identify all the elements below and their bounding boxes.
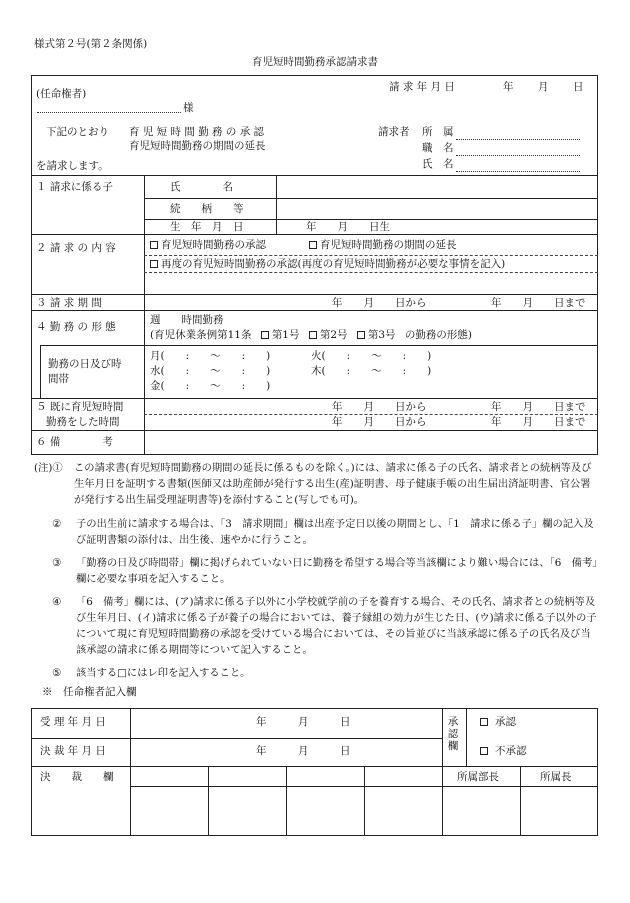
- divider: [442, 708, 443, 836]
- closing-text: を請求します。: [36, 160, 109, 172]
- divider: [144, 198, 598, 199]
- divider: [144, 219, 598, 220]
- divider: [144, 414, 598, 415]
- content-option-approval-text: 育児短時間勤務の承認: [161, 239, 266, 251]
- form-article-text: (育児休業条例第11条: [150, 329, 252, 341]
- work-days-label: 勤務の日及び時: [48, 358, 122, 370]
- note-number: ④: [52, 596, 62, 608]
- birthdate-field[interactable]: 年 月 日生: [306, 221, 390, 233]
- approve-option[interactable]: [480, 716, 516, 729]
- form-option-3[interactable]: [357, 329, 396, 341]
- appointer-section-title: ※ 任命権者記入欄: [42, 686, 137, 698]
- note-2: [34, 517, 600, 549]
- note-text: 「勤務の日及び時間帯」欄に掲げられていない日に勤務を希望する場合等当該欄により難い場合には、「6 備考」欄に必要な事項を記入すること。: [76, 557, 598, 585]
- name-field[interactable]: [456, 171, 580, 172]
- decision-date-label: 決 裁 年 月 日: [40, 745, 106, 757]
- form-article-suffix: の勤務の形態): [404, 329, 473, 341]
- approve-text: 承認: [495, 716, 516, 728]
- weekly-hours[interactable]: 週 時間勤務: [150, 314, 224, 326]
- note-text: この請求書(育児短時間勤務の期間の延長に係るものを除く。)には、請求に係る子の氏名、請求者との続柄等及び生年月日を証明する書類(医師又は助産師が発行する出生(産)証明書、母子健康手帳の出生届出済証明書、官公署が発行する出生届受理証明書等)を添付すること(写しでも可)。: [74, 462, 592, 506]
- divider: [466, 708, 467, 766]
- row-prior-label: ５ 既に育児短時間: [36, 401, 124, 413]
- note-text: 「6 備考」欄には、(ア)請求に係る子以外に小学校就学前の子を養育する場合、その氏名、請求者との続柄等及び生年月日、(イ)請求に係る子が養子の場合においては、養子縁組の効力が生じた日、(ウ)請求に係る子以外の子について現に育児短時間勤務の承認を受けている場合においては、その旨並びに当該承認に係る子の氏名及び当該承認の請求に係る期間等について記入すること。: [76, 596, 597, 656]
- divider: [144, 294, 145, 310]
- checkbox[interactable]: [309, 241, 317, 249]
- divider: [520, 766, 521, 836]
- divider: [40, 345, 41, 398]
- note-5: [34, 666, 600, 682]
- divider: [31, 766, 598, 767]
- divider: [144, 234, 145, 294]
- approval-column-label: 承認欄: [447, 716, 459, 753]
- divider: [144, 255, 598, 256]
- note-number: ③: [52, 557, 62, 569]
- content-option-approval[interactable]: [150, 239, 266, 252]
- name-label: 氏 名: [422, 158, 454, 170]
- note-number: ②: [52, 518, 62, 530]
- divider: [144, 175, 145, 234]
- note-1: [34, 461, 600, 509]
- decision-date-field[interactable]: 年 月 日: [256, 745, 351, 757]
- period-to[interactable]: 年 月 日まで: [491, 297, 586, 309]
- row-content-label: ２ 請 求 の 内 容: [36, 242, 116, 254]
- prior-from-2[interactable]: 年 月 日から: [332, 416, 427, 428]
- divider: [31, 175, 598, 176]
- form-option-1-text: 第1号: [271, 329, 300, 341]
- divider: [31, 234, 598, 235]
- birthdate-label: 生 年 月 日: [170, 221, 244, 233]
- content-option-reapproval[interactable]: [150, 258, 505, 271]
- appointer-label: (任命権者): [36, 88, 87, 100]
- request-month: 月: [538, 81, 549, 93]
- document-title: 育児短時間勤務承認請求書: [252, 56, 378, 68]
- divider: [208, 766, 209, 836]
- request-date-label: 請 求 年 月 日: [389, 81, 455, 93]
- monday-hours[interactable]: 月( : ～ : ): [150, 350, 271, 362]
- checkbox[interactable]: [150, 241, 158, 249]
- divider: [286, 766, 287, 836]
- note-text: 子の出生前に請求する場合は、「3 請求期間」欄は出産予定日以後の期間とし、「1 請求に係る子」欄の記入及び証明書類の添付は、出生後、速やかに行うこと。: [76, 518, 594, 546]
- content-option-extension[interactable]: [309, 239, 457, 252]
- divider: [276, 175, 277, 234]
- receipt-date-label: 受 理 年 月 日: [40, 716, 106, 728]
- child-name-label: 氏 名: [170, 181, 233, 193]
- divider: [144, 430, 145, 455]
- form-article-line: [150, 329, 472, 342]
- form-number: 様式第２号(第２条関係): [34, 38, 148, 50]
- note-number: (注)①: [34, 462, 63, 474]
- row-child-label: １ 請求に係る子: [36, 181, 113, 193]
- thursday-hours[interactable]: 木( : ～ : ): [311, 365, 432, 377]
- row-remarks-label: ６ 備 考: [36, 436, 113, 448]
- divider: [31, 294, 598, 295]
- divider: [144, 310, 145, 345]
- affiliation-field[interactable]: [456, 139, 580, 140]
- request-year: 年: [503, 81, 514, 93]
- checkbox[interactable]: [261, 331, 269, 339]
- dept-chief-label: 所属長: [540, 771, 572, 783]
- friday-hours[interactable]: 金( : ～ : ): [150, 380, 271, 392]
- note-3: [34, 556, 600, 588]
- content-option-reapproval-text: 再度の育児短時間勤務の承認(再度の育児短時間勤務が必要な事情を記入): [161, 258, 506, 270]
- form-option-3-text: 第3号: [367, 329, 396, 341]
- checkbox[interactable]: [480, 718, 488, 726]
- checkbox[interactable]: [309, 331, 317, 339]
- dept-head-label: 所属部長: [457, 771, 499, 783]
- checkbox[interactable]: [150, 260, 158, 268]
- decision-column-label: 決 裁 欄: [40, 771, 114, 783]
- reject-text: 不承認: [495, 745, 527, 757]
- reject-option[interactable]: [480, 745, 527, 758]
- appointer-line[interactable]: [37, 112, 181, 113]
- divider: [31, 430, 598, 431]
- sama-label: 様: [183, 102, 194, 114]
- work-days-label-2: 間帯: [48, 373, 69, 385]
- prior-from-1[interactable]: 年 月 日から: [332, 401, 427, 413]
- divider: [31, 310, 598, 311]
- period-from[interactable]: 年 月 日から: [332, 297, 427, 309]
- form-option-1[interactable]: [261, 329, 300, 341]
- wednesday-hours[interactable]: 水( : ～ : ): [150, 365, 271, 377]
- receipt-date-field[interactable]: 年 月 日: [256, 716, 351, 728]
- position-label: 職 名: [422, 142, 454, 154]
- request-option-extension: 育児短時間勤務の期間の延長: [129, 140, 266, 152]
- note-text: 該当する□にはレ印を記入すること。: [76, 667, 251, 679]
- form-option-2-text: 第2号: [319, 329, 348, 341]
- divider: [144, 272, 598, 273]
- checkbox[interactable]: [357, 331, 365, 339]
- note-number: ⑤: [52, 667, 62, 679]
- intro-text: 下記のとおり: [46, 126, 109, 138]
- divider: [130, 708, 131, 836]
- divider: [364, 766, 365, 836]
- affiliation-label: 所 属: [422, 126, 454, 138]
- prior-to-2[interactable]: 年 月 日まで: [491, 416, 586, 428]
- divider: [40, 345, 598, 346]
- content-option-extension-text: 育児短時間勤務の期間の延長: [320, 239, 457, 251]
- row-form-label: ４ 勤 務 の 形 態: [36, 321, 116, 333]
- requester-label: 請求者: [378, 126, 410, 138]
- relation-label: 続 柄 等: [170, 203, 244, 215]
- row-prior-label-2: 勤務をした時間: [46, 416, 120, 428]
- divider: [31, 398, 598, 399]
- divider: [31, 738, 442, 739]
- position-field[interactable]: [456, 155, 580, 156]
- request-day: 日: [573, 81, 584, 93]
- tuesday-hours[interactable]: 火( : ～ : ): [311, 350, 432, 362]
- form-option-2[interactable]: [309, 329, 348, 341]
- row-period-label: ３ 請 求 期 間: [36, 297, 102, 309]
- checkbox[interactable]: [480, 747, 488, 755]
- note-4: [34, 595, 600, 659]
- prior-to-1[interactable]: 年 月 日まで: [491, 401, 586, 413]
- divider: [144, 345, 145, 398]
- request-option-approval: 育 児 短 時 間 勤 務 の 承 認: [129, 126, 265, 138]
